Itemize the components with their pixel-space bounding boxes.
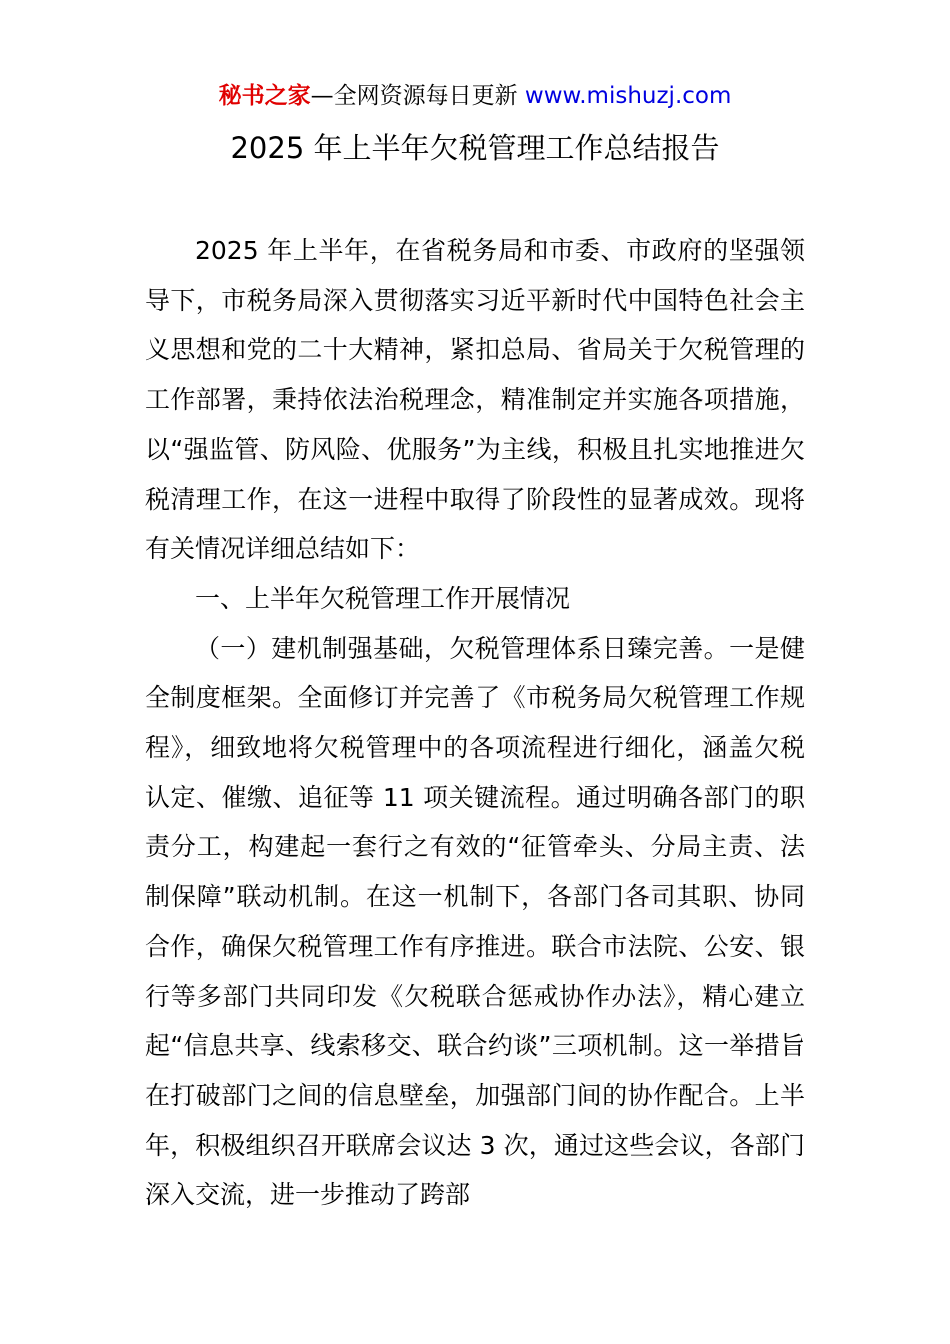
- section-heading: 一、上半年欠税管理工作开展情况: [195, 583, 571, 613]
- section-paragraph: （一）建机制强基础，欠税管理体系日臻完善。一是健全制度框架。全面修订并完善了《市税务局欠税管理工作规程》，细致地将欠税管理中的各项流程进行细化，涵盖欠税认定、催缴、追征等 11 项关键流程。通过明确各部门的职责分工，构建起一套行之有效的“征管牵头、分局主责、法制保障”联动机制。在这一机制下，各部门各司其职、协同合作，确保欠税管理工作有序推进。联合市法院、公安、银行等多部门共同印发《欠税联合惩戒协作办法》，精心建立起“信息共享、线索移交、联合约谈”三项机制。这一举措旨在打破部门之间的信息壁垒，加强部门间的协作配合。上半年，积极组织召开联席会议达 3 次，通过这些会议，各部门深入交流，进一步推动了跨部: [145, 633, 805, 1210]
- header-tagline: —全网资源每日更新: [310, 83, 525, 109]
- brand-name: 秘书之家: [218, 83, 311, 109]
- site-url-link[interactable]: www.mishuzj.com: [524, 83, 732, 109]
- document-body: [145, 226, 805, 1220]
- document-title: 2025 年上半年欠税管理工作总结报告: [230, 131, 720, 165]
- site-header: [0, 80, 950, 112]
- intro-paragraph: 2025 年上半年，在省税务局和市委、市政府的坚强领导下，市税务局深入贯彻落实习近平新时代中国特色社会主义思想和党的二十大精神，紧扣总局、省局关于欠税管理的工作部署，秉持依法治税理念，精准制定并实施各项措施，以“强监管、防风险、优服务”为主线，积极且扎实地推进欠税清理工作，在这一进程中取得了阶段性的显著成效。现将有关情况详细总结如下：: [145, 236, 805, 564]
